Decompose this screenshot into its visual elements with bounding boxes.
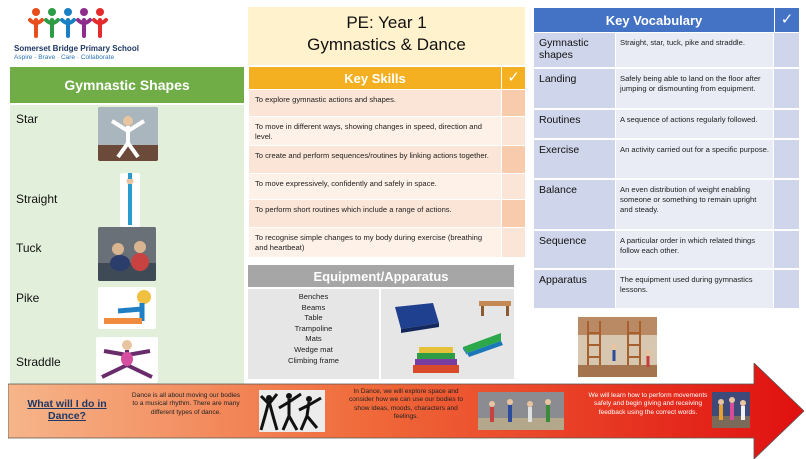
skill-checkbox[interactable] [501,146,525,173]
people-logo-icon [28,6,108,42]
equipment-item: Table [304,313,323,323]
dance-question: What will I do in Dance? [27,398,107,422]
skill-text: To explore gymnastic actions and shapes. [255,95,396,104]
straight-photo [120,173,140,227]
equipment-item: Beams [301,302,326,312]
skill-text: To move in different ways, showing changes in speed, direction and level. [255,122,482,141]
vocab-checkbox[interactable] [774,140,799,178]
vocab-row [534,68,799,108]
skill-row [249,117,525,146]
vocab-definition: The equipment used during gymnastics lessons. [616,270,774,308]
vocab-definition: Straight, star, tuck, pike and straddle. [616,33,774,67]
vocab-checkbox[interactable] [774,110,799,138]
dancers-silhouette [259,390,325,432]
skill-row [249,228,525,258]
vocab-row [534,33,799,67]
vocab-term: Landing [534,69,616,108]
vocab-header [534,8,799,32]
vocab-row [534,139,799,178]
vocab-checkbox[interactable] [774,69,799,108]
skill-row [249,174,525,200]
skill-checkbox[interactable] [501,228,525,257]
equipment-item: Benches [298,292,329,301]
equipment-item: Climbing frame [287,355,340,365]
shape-label: Pike [16,291,40,305]
skill-text: To create and perform sequences/routines by linking actions together. [255,151,489,160]
vocab-definition: A sequence of actions regularly followed. [616,110,774,138]
title-line-2: Gymnastics & Dance [307,35,466,54]
vocab-term: Gymnastic shapes [534,33,616,67]
vocab-definition: An activity carried out for a specific purpose. [616,140,774,178]
vocab-checkbox[interactable] [774,180,799,229]
star-photo [98,107,158,161]
skill-checkbox[interactable] [501,117,525,145]
checkmark-icon: ✓ [775,8,799,32]
vocab-term: Sequence [534,231,616,268]
skill-row [249,200,525,228]
skills-heading: Key Skills [249,67,501,89]
vocab-definition: An even distribution of weight enabling someone or something to remain upright and steady. [616,180,774,229]
skill-text: To perform short routines which include a range of actions. [255,205,452,214]
skill-row [249,90,525,117]
skill-row [249,146,525,174]
dance-section [12,384,752,436]
dance-text-2: In Dance, we will explore space and consider how we can use our bodies to show ideas, moods, characters and feelings. [349,388,463,421]
skill-checkbox[interactable] [501,200,525,227]
pike-photo [98,287,156,329]
vocab-row [534,230,799,268]
vocab-row [534,179,799,229]
shape-label: Straddle [16,355,61,369]
shape-label: Tuck [16,241,42,255]
skill-checkbox[interactable] [501,90,525,116]
tuck-photo [98,227,156,281]
dance-class-photo [478,392,564,430]
vocab-checkbox[interactable] [774,231,799,268]
shape-label: Straight [16,192,58,206]
equipment-item: Trampoline [294,323,333,333]
shapes-heading: Gymnastic Shapes [10,67,244,103]
vocab-term: Exercise [534,140,616,178]
skill-text: To move expressively, confidently and safely in space. [255,179,437,188]
skills-header [249,67,525,89]
vocab-checkbox[interactable] [774,270,799,308]
equipment-item: Wedge mat [294,344,333,354]
vocab-definition: A particular order in which related things follow each other. [616,231,774,268]
title-line-1: PE: Year 1 [346,13,427,32]
vocab-checkbox[interactable] [774,33,799,67]
dance-text-1: Dance is all about moving our bodies to a musical rhythm. There are many different types of dance. [131,392,241,416]
vocab-term: Balance [534,180,616,229]
vocab-definition: Safely being able to land on the floor after jumping or dismounting from equipment. [616,69,774,108]
children-dancing-photo [712,392,750,428]
vocab-term: Apparatus [534,270,616,308]
shape-label: Star [16,112,39,126]
equipment-item: Mats [305,334,322,344]
vocab-row [534,109,799,138]
shapes-panel [10,105,244,384]
vocab-heading: Key Vocabulary [534,8,774,32]
skill-checkbox[interactable] [501,174,525,199]
skill-text: To recognise simple changes to my body during exercise (breathing and heartbeat) [255,233,483,252]
page-title [248,7,525,65]
school-logo [6,4,236,64]
school-tagline: Aspire · Brave · Care · Collaborate [14,54,115,61]
dance-text-3: We will learn how to perform movements safely and begin giving and receiving feedback using the correct words. [588,392,708,416]
vocab-term: Routines [534,110,616,138]
checkmark-icon: ✓ [501,67,525,89]
vocab-row [534,269,799,308]
school-name: Somerset Bridge Primary School [14,44,139,53]
equipment-heading: Equipment/Apparatus [248,265,514,287]
